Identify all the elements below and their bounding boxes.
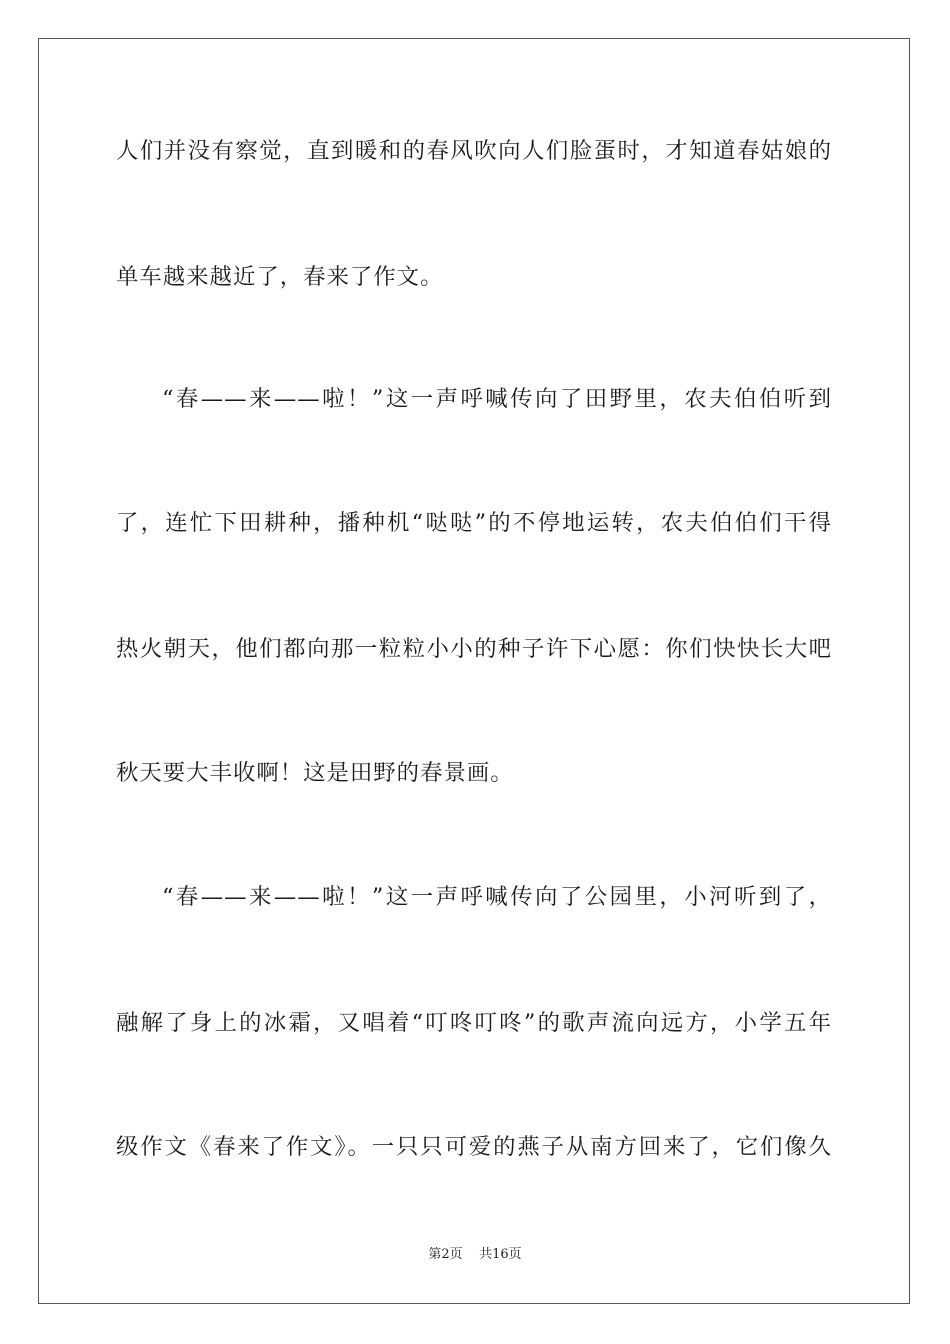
- text-line-8: 融解了身上的冰霜，又唱着“叮咚叮咚”的歌声流向远方，小学五年: [116, 1010, 832, 1036]
- text-line-7: “春——来——啦！”这一声呼喊传向了公园里，小河听到了，: [162, 884, 832, 910]
- text-line-1: 人们并没有察觉，直到暖和的春风吹向人们脸蛋时，才知道春姑娘的: [116, 138, 832, 164]
- text-line-4: 了，连忙下田耕种，播种机“哒哒”的不停地运转，农夫伯伯们干得: [116, 510, 832, 536]
- text-line-5: 热火朝天，他们都向那一粒粒小小的种子许下心愿：你们快快长大吧: [116, 636, 832, 662]
- page-number-footer: 第2页 共16页: [428, 1247, 522, 1262]
- text-line-2: 单车越来越近了，春来了作文。: [116, 264, 444, 290]
- text-line-6: 秋天要大丰收啊！这是田野的春景画。: [116, 760, 514, 786]
- text-line-3: “春——来——啦！”这一声呼喊传向了田野里，农夫伯伯听到: [162, 386, 832, 412]
- page-border: [38, 38, 910, 1304]
- text-line-9: 级作文《春来了作文》。一只只可爱的燕子从南方回来了，它们像久: [116, 1134, 832, 1160]
